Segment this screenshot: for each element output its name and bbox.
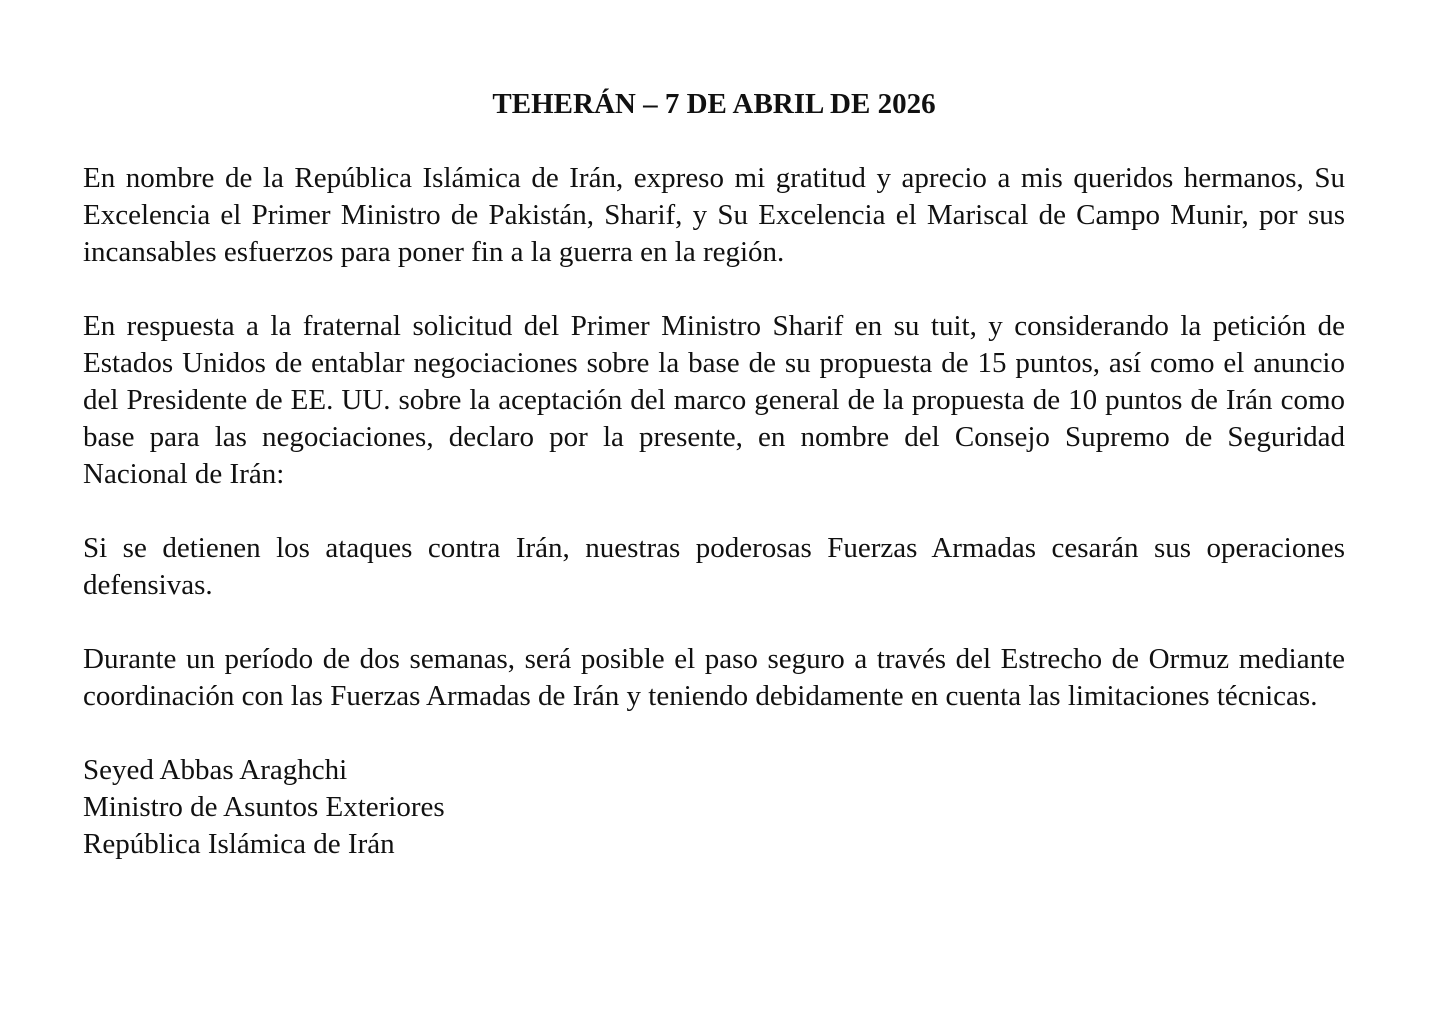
signatory-country: República Islámica de Irán — [83, 828, 395, 860]
signatory-name: Seyed Abbas Araghchi — [83, 754, 348, 786]
signature-block — [83, 752, 1345, 863]
document-title: TEHERÁN – 7 DE ABRIL DE 2026 — [492, 88, 936, 120]
paragraph-strait-passage: Durante un período de dos semanas, será posible el paso seguro a través del Estrecho de Ormuz mediante coordinación con las Fuerzas Armadas de Irán y teniendo debidamente en cuenta las limitaciones técnicas. — [83, 643, 1345, 712]
paragraph-declaration: En respuesta a la fraternal solicitud del Primer Ministro Sharif en su tuit, y considerando la petición de Estados Unidos de entablar negociaciones sobre la base de su propuesta de 15 puntos, así como el anuncio del Presidente de EE. UU. sobre la aceptación del marco general de la propuesta de 10 puntos de Irán como base para las negociaciones, declaro por la presente, en nombre del Consejo Supremo de Seguridad Nacional de Irán: — [83, 310, 1345, 490]
paragraph-gratitude: En nombre de la República Islámica de Irán, expreso mi gratitud y aprecio a mis queridos hermanos, Su Excelencia el Primer Ministro de Pakistán, Sharif, y Su Excelencia el Mariscal de Campo Munir, por sus incansables esfuerzos para poner fin a la guerra en la región. — [83, 162, 1345, 268]
statement-document — [83, 82, 1345, 863]
signatory-position: Ministro de Asuntos Exteriores — [83, 791, 445, 823]
paragraph-ceasefire: Si se detienen los ataques contra Irán, nuestras poderosas Fuerzas Armadas cesarán sus operaciones defensivas. — [83, 532, 1345, 601]
